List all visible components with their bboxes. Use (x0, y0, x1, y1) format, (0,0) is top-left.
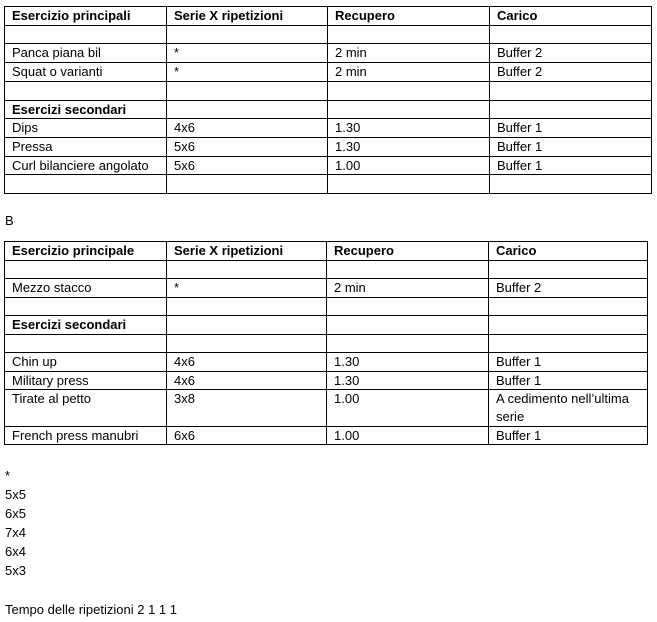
table-row (5, 372, 648, 390)
table-cell (5, 335, 167, 353)
column-header: Esercizio principali (5, 7, 167, 26)
table-cell (167, 175, 328, 194)
table-cell (328, 82, 490, 101)
table-cell (328, 101, 490, 119)
table-cell (327, 335, 489, 353)
column-header: Esercizio principale (5, 242, 167, 261)
table-cell: 5x6 (167, 138, 328, 157)
scheme-item: 7x4 (5, 525, 26, 540)
table-cell: 1.00 (327, 427, 489, 445)
table-cell: * (167, 279, 327, 298)
column-header: Recupero (328, 7, 490, 26)
table-cell (489, 298, 648, 316)
column-header: Recupero (327, 242, 489, 261)
scheme-item: 6x5 (5, 506, 26, 521)
table-cell: Chin up (5, 353, 167, 372)
table-cell: Buffer 1 (489, 427, 648, 445)
table-cell: 4x6 (167, 372, 327, 390)
table-cell: 4x6 (167, 353, 327, 372)
table-cell: * (167, 63, 328, 82)
column-header: Serie X ripetizioni (167, 7, 328, 26)
table-cell: Curl bilanciere angolato (5, 157, 167, 175)
table-cell: Buffer 1 (490, 119, 652, 138)
table-cell (327, 261, 489, 279)
table-cell (5, 82, 167, 101)
table-cell (328, 175, 490, 194)
table-cell (167, 82, 328, 101)
table-row (5, 298, 648, 316)
table-cell: 1.30 (327, 372, 489, 390)
table-cell: Buffer 2 (490, 44, 652, 63)
table-cell: 5x6 (167, 157, 328, 175)
table-cell (167, 335, 327, 353)
scheme-item: 6x4 (5, 544, 26, 559)
table-row (5, 261, 648, 279)
table-cell: Buffer 1 (489, 372, 648, 390)
table-row (5, 353, 648, 372)
asterisk-note: * (5, 468, 11, 483)
table-cell: 1.00 (327, 390, 489, 427)
table-row (5, 279, 648, 298)
table-cell (490, 82, 652, 101)
table-cell: Buffer 1 (490, 157, 652, 175)
table-cell: * (167, 44, 328, 63)
table-cell (490, 26, 652, 44)
table-cell: Tirate al petto (5, 390, 167, 427)
table-cell (167, 316, 327, 335)
table-cell (327, 316, 489, 335)
section-b-label: B (5, 213, 14, 228)
table-b (4, 241, 648, 445)
table-row (5, 242, 648, 261)
table-cell: 2 min (328, 44, 490, 63)
table-row (5, 157, 652, 175)
table-cell (489, 335, 648, 353)
table-cell: 2 min (327, 279, 489, 298)
table-row (5, 44, 652, 63)
table-cell: 4x6 (167, 119, 328, 138)
table-cell: Pressa (5, 138, 167, 157)
table-cell (489, 261, 648, 279)
table-cell (5, 175, 167, 194)
table-cell: Esercizi secondari (5, 101, 167, 119)
table-cell: 1.00 (328, 157, 490, 175)
table-cell: Mezzo stacco (5, 279, 167, 298)
table-cell (5, 261, 167, 279)
table-cell (5, 298, 167, 316)
table-cell (490, 175, 652, 194)
table-row (5, 7, 652, 26)
column-header: Serie X ripetizioni (167, 242, 327, 261)
table-cell (167, 26, 328, 44)
table-cell: Buffer 2 (490, 63, 652, 82)
scheme-item: 5x3 (5, 563, 26, 578)
table-cell: Buffer 1 (489, 353, 648, 372)
table-cell: 1.30 (328, 119, 490, 138)
table-cell (167, 298, 327, 316)
table-cell (489, 316, 648, 335)
table-cell (327, 298, 489, 316)
table-cell: 1.30 (328, 138, 490, 157)
table-cell (167, 101, 328, 119)
table-cell: Military press (5, 372, 167, 390)
table-row (5, 316, 648, 335)
table-cell (5, 26, 167, 44)
table-cell: 6x6 (167, 427, 327, 445)
table-cell (328, 26, 490, 44)
tempo-note: Tempo delle ripetizioni 2 1 1 1 (5, 602, 177, 617)
table-row (5, 63, 652, 82)
table-cell: Panca piana bil (5, 44, 167, 63)
table-row (5, 335, 648, 353)
table-row (5, 427, 648, 445)
table-a (4, 6, 652, 194)
table-cell: French press manubri (5, 427, 167, 445)
table-row (5, 119, 652, 138)
table-cell: 3x8 (167, 390, 327, 427)
table-row (5, 101, 652, 119)
table-row (5, 175, 652, 194)
table-row (5, 138, 652, 157)
table-cell: 2 min (328, 63, 490, 82)
table-cell: Buffer 1 (490, 138, 652, 157)
table-cell: Buffer 2 (489, 279, 648, 298)
table-row (5, 390, 648, 427)
table-cell (167, 261, 327, 279)
scheme-item: 5x5 (5, 487, 26, 502)
table-cell: Esercizi secondari (5, 316, 167, 335)
table-row (5, 82, 652, 101)
table-cell: Dips (5, 119, 167, 138)
table-row (5, 26, 652, 44)
table-cell: 1.30 (327, 353, 489, 372)
table-cell (490, 101, 652, 119)
table-cell: A cedimento nell’ultima serie (489, 390, 648, 427)
table-cell: Squat o varianti (5, 63, 167, 82)
column-header: Carico (490, 7, 652, 26)
column-header: Carico (489, 242, 648, 261)
